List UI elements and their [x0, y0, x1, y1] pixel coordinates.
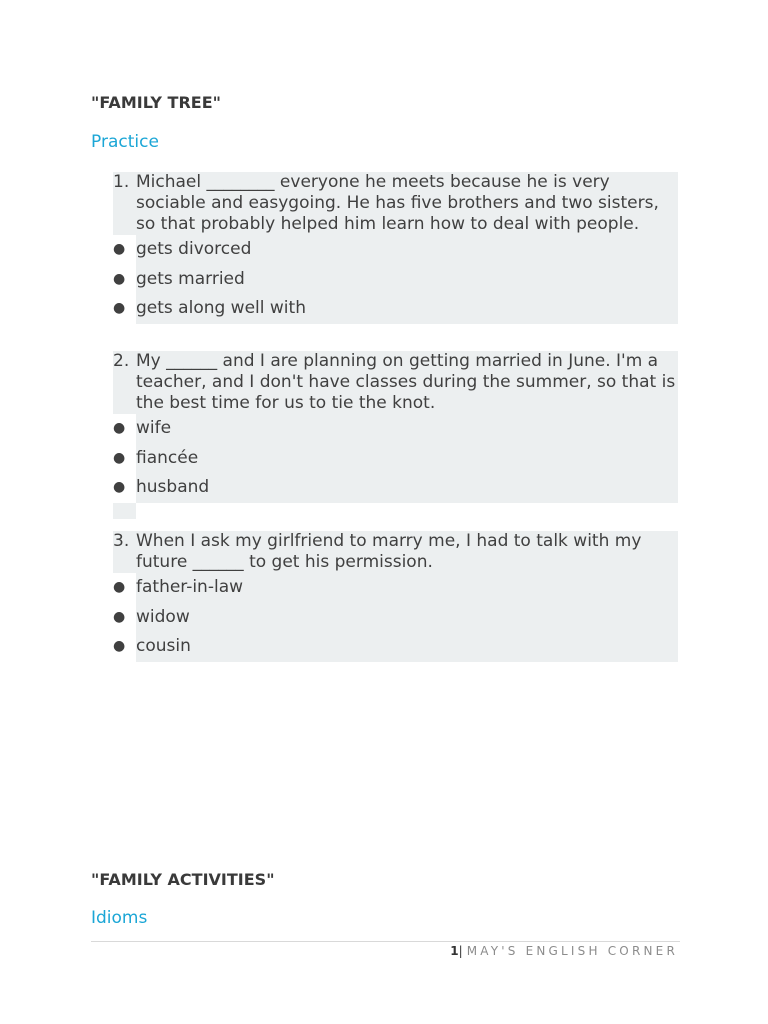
- footer-separator: |: [458, 944, 463, 958]
- option-item: [113, 414, 678, 444]
- footer-divider: [91, 941, 680, 942]
- page-footer: [450, 944, 678, 958]
- bullet-dot-icon: ●: [113, 473, 136, 503]
- bullet-dot-icon: ●: [113, 603, 136, 633]
- option-text: gets married: [136, 265, 678, 295]
- option-item: [113, 632, 678, 662]
- section-title-family-tree: "FAMILY TREE": [91, 93, 221, 112]
- option-text: gets along well with: [136, 294, 678, 324]
- question-text: My ______ and I are planning on getting married in June. I'm a teacher, and I don't have classes during the summer, so that is the best time for us to tie the knot.: [136, 351, 676, 413]
- option-text: gets divorced: [136, 235, 678, 265]
- option-item: [113, 603, 678, 633]
- question-3-stem: [113, 531, 678, 573]
- option-text: husband: [136, 473, 678, 503]
- section-subtitle-idioms: Idioms: [91, 908, 148, 928]
- option-item: [113, 573, 678, 603]
- bullet-dot-icon: ●: [113, 414, 136, 444]
- bullet-dot-icon: ●: [113, 632, 136, 662]
- question-number: 2.: [113, 351, 130, 371]
- bullet-dot-icon: ●: [113, 444, 136, 474]
- option-item: [113, 473, 678, 503]
- question-number: 3.: [113, 531, 130, 551]
- question-text: Michael ________ everyone he meets because he is very sociable and easygoing. He has five brothers and two sisters, so that probably helped him learn how to deal with people.: [136, 172, 659, 234]
- footer-brand: MAY'S ENGLISH CORNER: [466, 944, 678, 958]
- option-text: widow: [136, 603, 678, 633]
- option-text: cousin: [136, 632, 678, 662]
- option-text: fiancée: [136, 444, 678, 474]
- spacer: [113, 503, 678, 519]
- question-1-stem: [113, 172, 678, 235]
- option-text: father-in-law: [136, 573, 678, 603]
- bullet-dot-icon: ●: [113, 294, 136, 324]
- option-text: wife: [136, 414, 678, 444]
- bullet-dot-icon: ●: [113, 235, 136, 265]
- question-1: [113, 172, 678, 324]
- section-subtitle-practice: Practice: [91, 132, 159, 152]
- question-3: [113, 531, 678, 662]
- question-text: When I ask my girlfriend to marry me, I had to talk with my future ______ to get his permission.: [136, 531, 642, 572]
- question-number: 1.: [113, 172, 130, 192]
- option-item: [113, 235, 678, 265]
- bullet-dot-icon: ●: [113, 265, 136, 295]
- option-item: [113, 444, 678, 474]
- section-title-family-activities: "FAMILY ACTIVITIES": [91, 870, 275, 889]
- option-item: [113, 265, 678, 295]
- bullet-dot-icon: ●: [113, 573, 136, 603]
- question-2: [113, 351, 678, 519]
- page-number: 1: [450, 944, 459, 958]
- question-2-stem: [113, 351, 678, 414]
- option-item: [113, 294, 678, 324]
